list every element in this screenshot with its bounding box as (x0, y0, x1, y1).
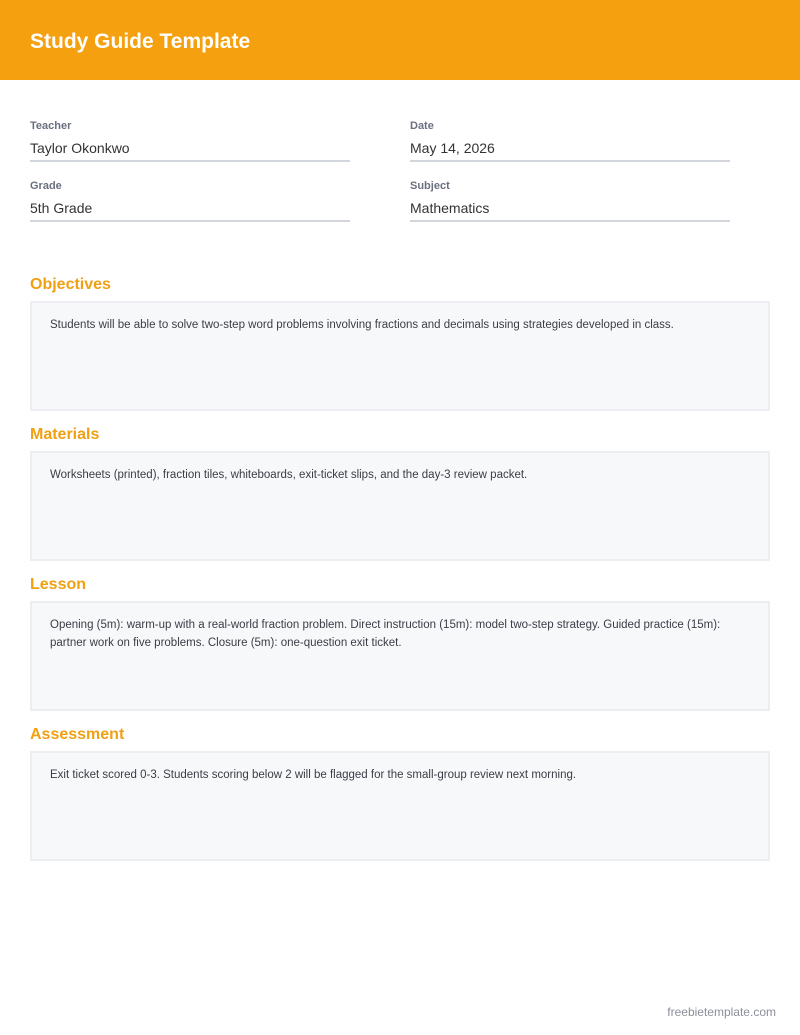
teacher-label: Teacher (30, 120, 72, 132)
lesson-box[interactable] (30, 601, 770, 711)
grade-field (30, 179, 350, 223)
date-field (410, 119, 730, 163)
date-value[interactable]: May 14, 2026 (410, 140, 730, 162)
objectives-heading: Objectives (30, 276, 111, 293)
teacher-value[interactable]: Taylor Okonkwo (30, 140, 350, 162)
subject-value[interactable]: Mathematics (410, 200, 730, 222)
materials-box[interactable] (30, 451, 770, 561)
page-title: Study Guide Template (30, 30, 251, 53)
materials-text: Worksheets (printed), fraction tiles, whiteboards, exit-ticket slips, and the day-3 review packet. (50, 469, 528, 481)
assessment-heading: Assessment (30, 726, 125, 743)
lesson-heading: Lesson (30, 576, 87, 593)
footer-attribution: freebietemplate.com (667, 1005, 776, 1019)
materials-heading: Materials (30, 426, 100, 443)
grade-label: Grade (30, 180, 62, 192)
lesson-text: Opening (5m): warm-up with a real-world fraction problem. Direct instruction (15m): model two-step strategy. Guided practice (15m): partner work on five problems. Closure (5m): one-question exit ticket. (50, 619, 721, 649)
teacher-field (30, 119, 350, 163)
subject-field (410, 179, 730, 223)
assessment-text: Exit ticket scored 0-3. Students scoring below 2 will be flagged for the small-group review next morning. (50, 769, 577, 781)
date-label: Date (410, 120, 434, 132)
objectives-box[interactable] (30, 301, 770, 411)
subject-label: Subject (410, 180, 450, 192)
grade-value[interactable]: 5th Grade (30, 200, 350, 222)
objectives-text: Students will be able to solve two-step word problems involving fractions and decimals using strategies developed in class. (50, 319, 674, 331)
assessment-box[interactable] (30, 751, 770, 861)
page-header (0, 0, 800, 80)
